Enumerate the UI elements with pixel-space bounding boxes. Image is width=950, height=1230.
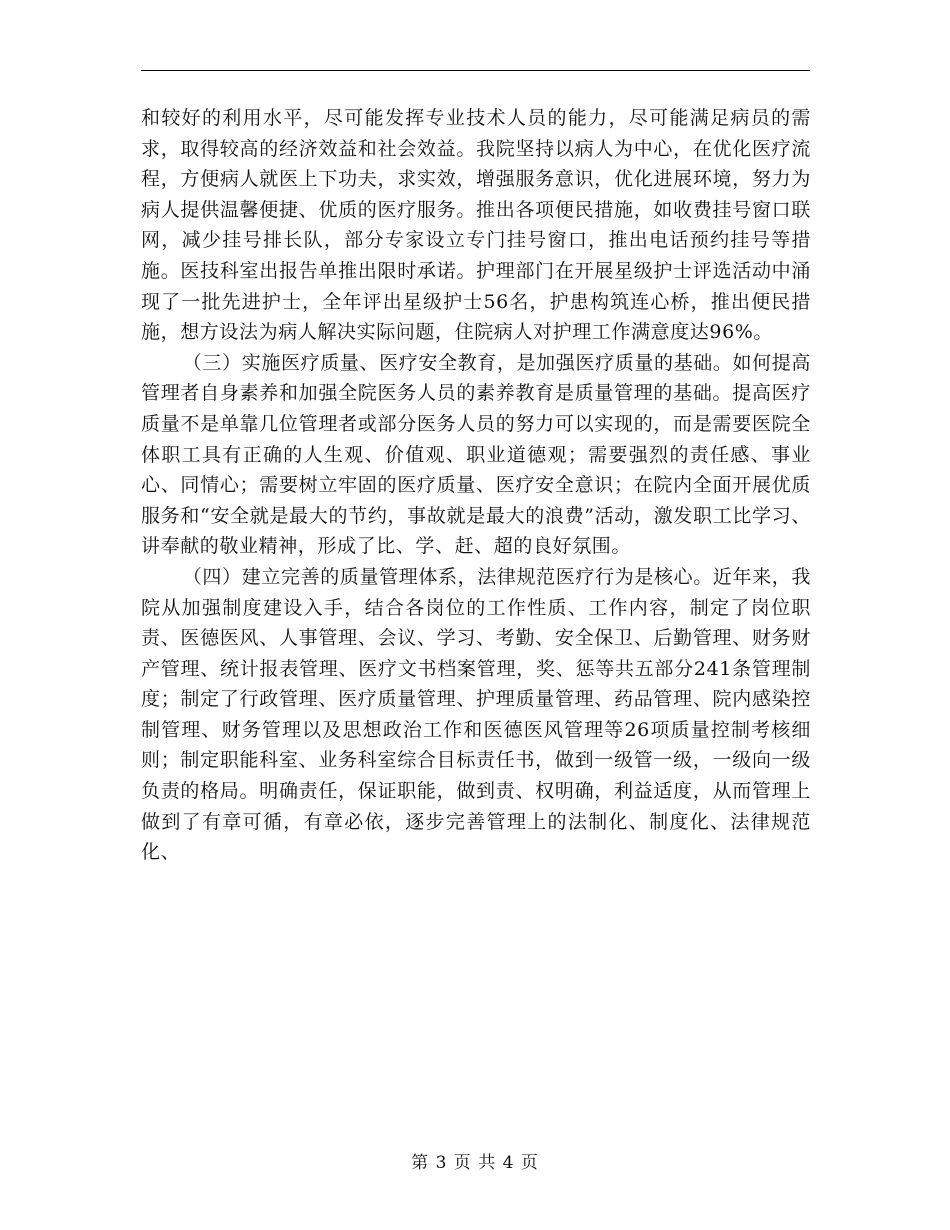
page-footer	[0, 1148, 950, 1173]
body-text	[141, 103, 811, 868]
header-rule	[141, 70, 810, 71]
paragraph-continued: 和较好的利用水平，尽可能发挥专业技术人员的能力，尽可能满足病员的需求，取得较高的经济效益和社会效益。我院坚持以病人为中心，在优化医疗流程，方便病人就医上下功夫，求实效，增强服务意识，优化进展环境，努力为病人提供温馨便捷、优质的医疗服务。推出各项便民措施，如收费挂号窗口联网，减少挂号排长队，部分专家设立专门挂号窗口，推出电话预约挂号等措施。医技科室出报告单推出限时承诺。护理部门在开展星级护士评选活动中涌现了一批先进护士，全年评出星级护士56名，护患构筑连心桥，推出便民措施，想方设法为病人解决实际问题，住院病人对护理工作满意度达96%。	[141, 107, 811, 344]
page-number: 第 3 页 共 4 页	[411, 1153, 539, 1173]
paragraph-section-3: （三）实施医疗质量、医疗安全教育，是加强医疗质量的基础。如何提高管理者自身素养和加强全院医务人员的素养教育是质量管理的基础。提高医疗质量不是单靠几位管理者或部分医务人员的努力可以实现的，而是需要医院全体职工具有正确的人生观、价值观、职业道德观；需要强烈的责任感、事业心、同情心；需要树立牢固的医疗质量、医疗安全意识；在院内全面开展优质服务和“安全就是最大的节约，事故就是最大的浪费”活动，激发职工比学习、讲奉献的敬业精神，形成了比、学、赶、超的良好氛围。	[141, 351, 811, 558]
paragraph-section-4: （四）建立完善的质量管理体系，法律规范医疗行为是核心。近年来，我院从加强制度建设入手，结合各岗位的工作性质、工作内容，制定了岗位职责、医德医风、人事管理、会议、学习、考勤、安全保卫、后勤管理、财务财产管理、统计报表管理、医疗文书档案管理，奖、惩等共五部分241条管理制度；制定了行政管理、医疗质量管理、护理质量管理、药品管理、院内感染控制管理、财务管理以及思想政治工作和医德医风管理等26项质量控制考核细则；制定职能科室、业务科室综合目标责任书，做到一级管一级，一级向一级负责的格局。明确责任，保证职能，做到责、权明确，利益适度，从而管理上做到了有章可循，有章必依，逐步完善管理上的法制化、制度化、法律规范化、	[141, 565, 811, 864]
